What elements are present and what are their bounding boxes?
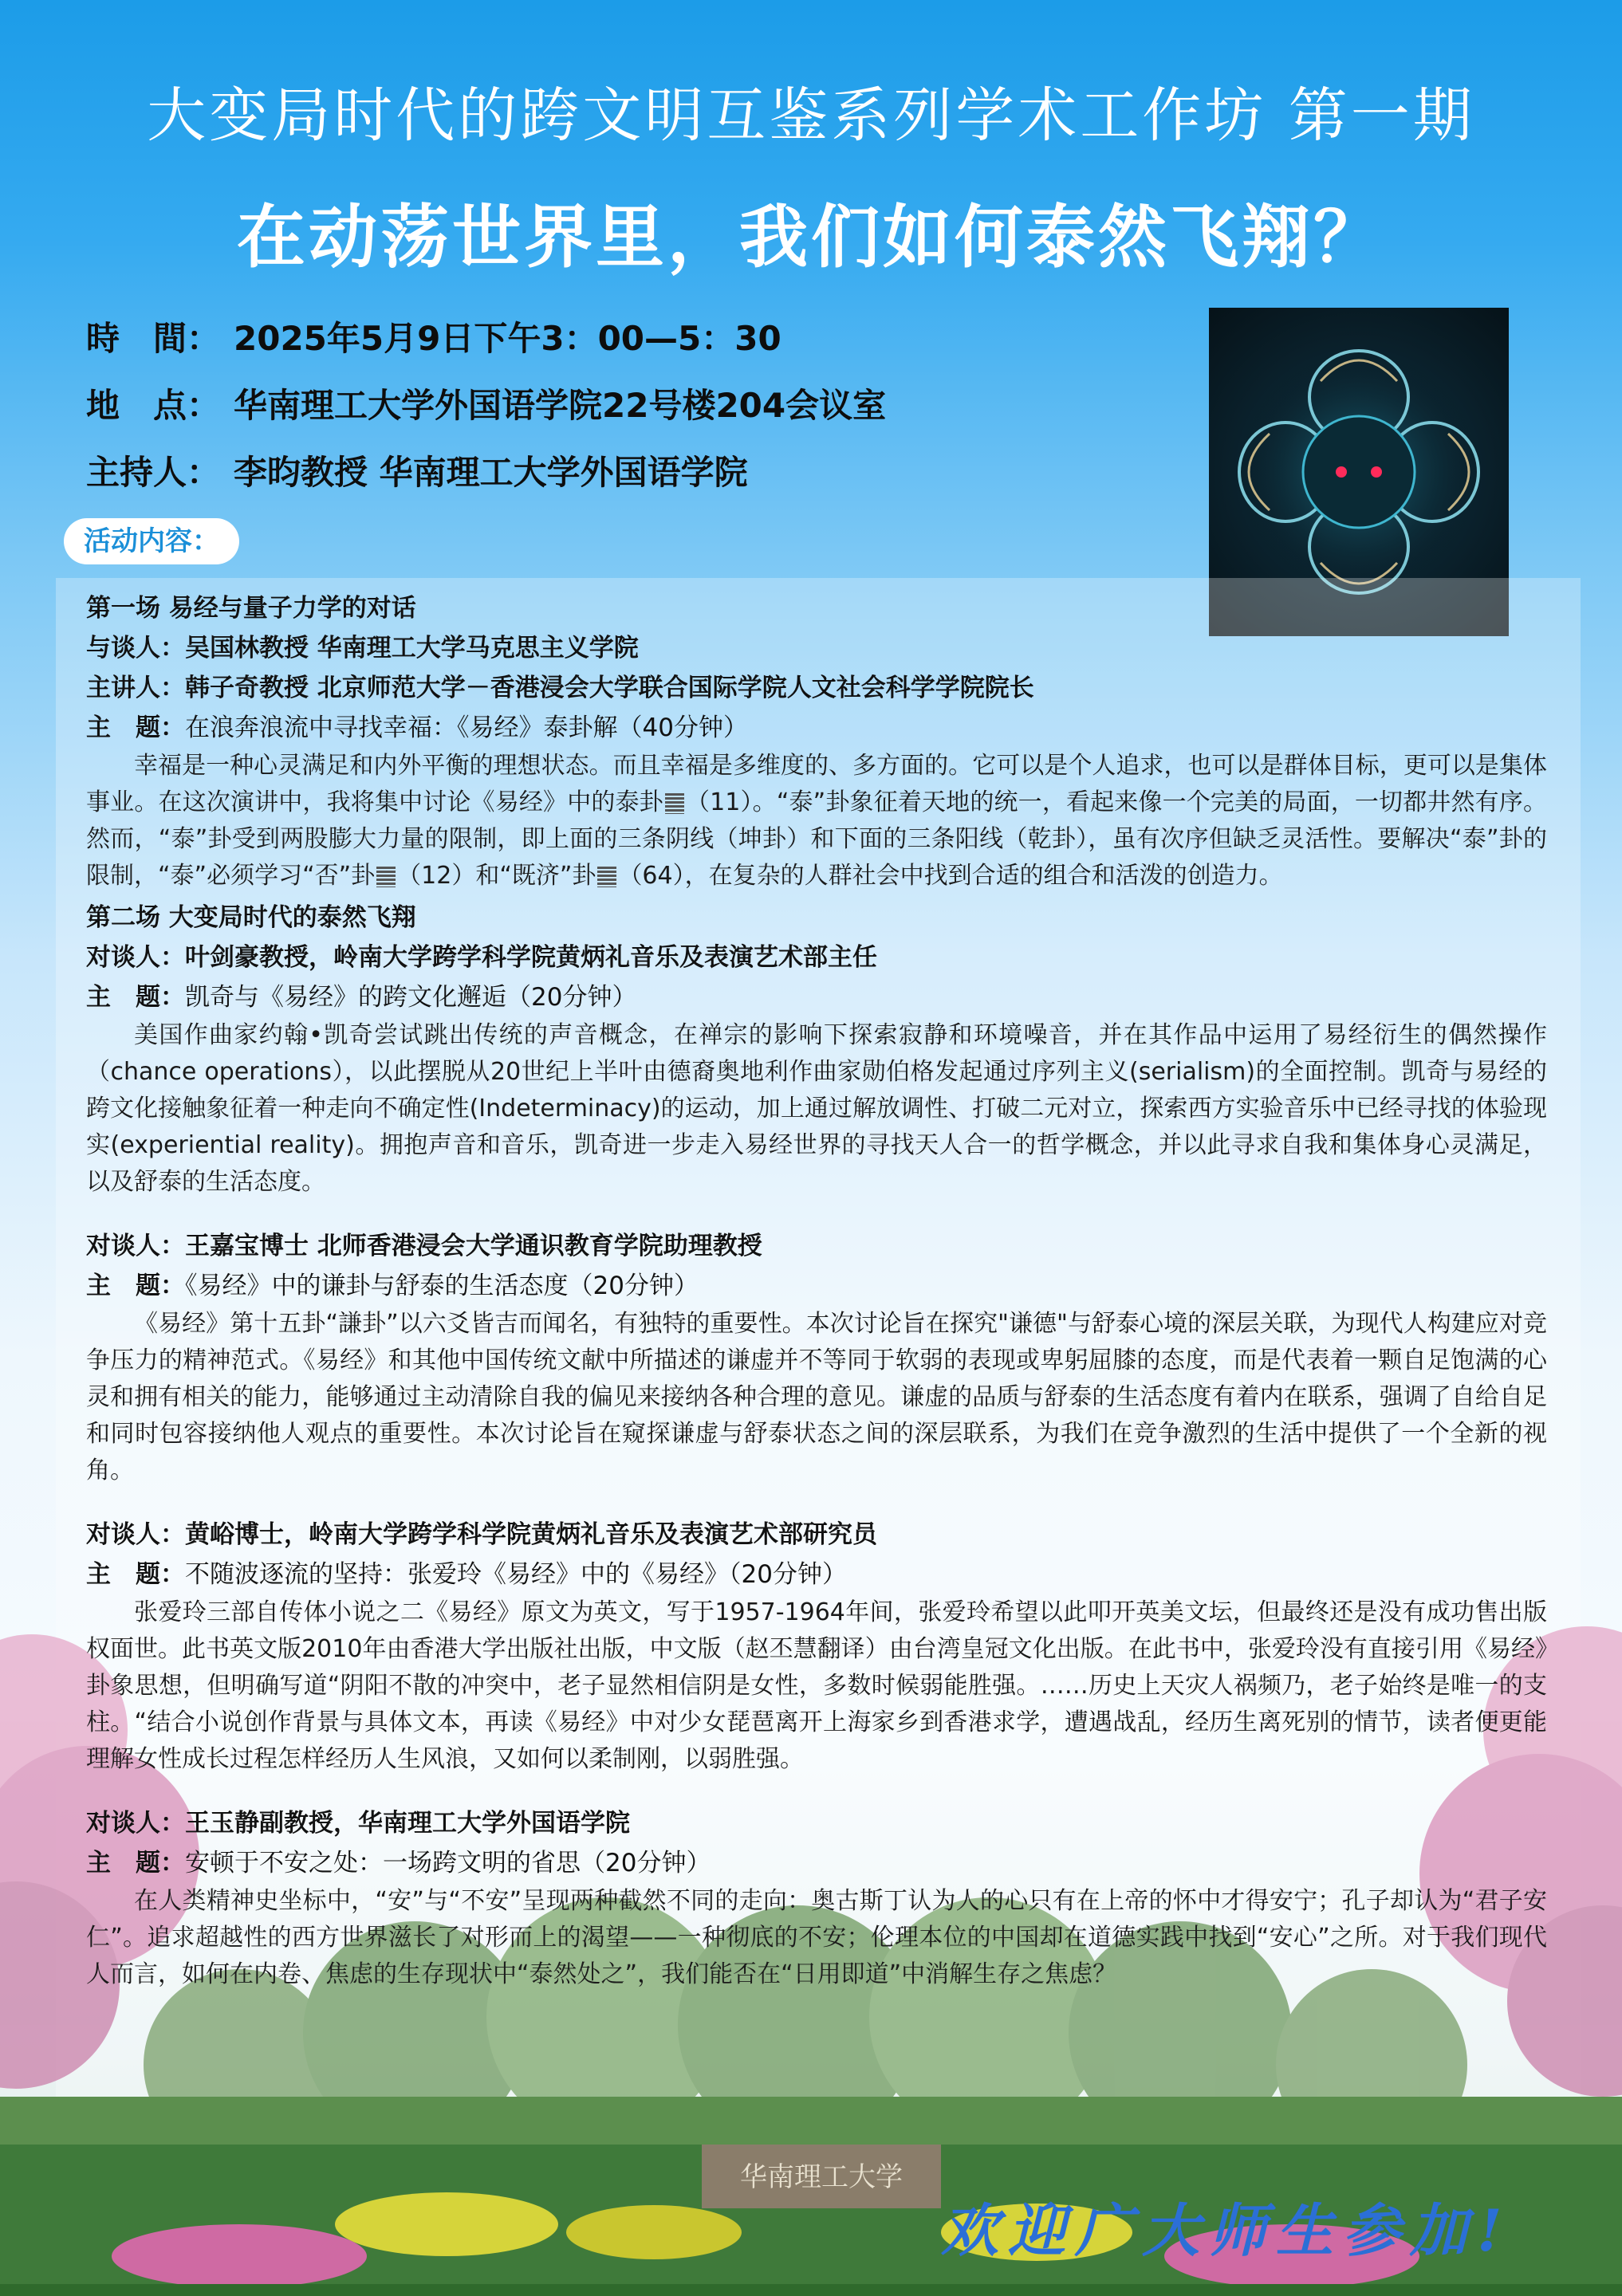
session2d-abstract: 在人类精神史坐标中，“安”与“不安”呈现两种截然不同的走向：奥古斯丁认为人的心只有在上帝的怀中才得安宁；孔子却认为“君子安仁”。追求超越性的西方世界滋长了对形而上的渴望——一种彻底的不安；伦理本位的中国却在道德实践中找到“安心”之所。对于我们现代人而言，如何在内卷、焦虑的生存现状中“泰然处之”，我们能否在“日用即道”中消解生存之焦虑？ — [86, 1887, 1547, 1988]
session2b-abstract: 《易经》第十五卦“謙卦”以六爻皆吉而闻名，有独特的重要性。本次讨论旨在探究"谦德"与舒泰心境的深层关联，为现代人构建应对竞争压力的精神范式。《易经》和其他中国传统文献中所描述的谦虚并不等同于软弱的表现或卑躬屈膝的态度，而是代表着一颗自足饱满的心灵和拥有相关的能力，能够通过主动清除自我的偏见来接纳各种合理的意见。谦虚的品质与舒泰的生活态度有着内在联系，强调了自给自足和同时包容接纳他人观点的重要性。本次讨论旨在窥探谦虚与舒泰状态之间的深层联系，为我们在竞争激烈的生活中提供了一个全新的视角。 — [86, 1310, 1547, 1484]
topic-label: 主 题： — [86, 714, 185, 742]
campus-sign: 华南理工大学 — [740, 2161, 903, 2193]
abstract-text: （11）。“泰”卦象征着天地的统一，看起来像一个完美的局面，一切都井然有序。然而，“泰”卦受到两股膨大力量的限制，即上面的三条阴线（坤卦）和下面的三条阳线（乾卦），虽有次序但缺乏灵活性。要解决“泰”卦的限制，“泰”必须学习“否”卦 — [86, 788, 1548, 890]
session2a-topic — [86, 977, 1547, 1017]
topic-text: 在浪奔浪流中寻找幸福：《易经》泰卦解（40分钟） — [185, 714, 748, 742]
time-value: 2025年5月9日下午3：00—5：30 — [234, 319, 781, 358]
abstract-text: （64），在复杂的人群社会中找到合适的组合和活泼的创造力。 — [618, 862, 1283, 890]
hexagram-icon — [376, 867, 396, 887]
session1-discussant: 与谈人：吴国林教授 华南理工大学马克思主义学院 — [86, 634, 639, 662]
topic-text: 安顿于不安之处：一场跨文明的省思（20分钟） — [185, 1849, 711, 1877]
session2c-abstract: 张爱玲三部自传体小说之二《易经》原文为英文，写于1957-1964年间，张爱玲希望以此叩开英美文坛，但最终还是没有成功售出版权面世。此书英文版2010年由香港大学出版社出版，中文版（赵丕慧翻译）由台湾皇冠文化出版。在此书中，张爱玲没有直接引用《易经》卦象思想，但明确写道“阴阳不散的冲突中，老子显然相信阴是女性，多数时候弱能胜强。……历史上天灾人祸频乃，老子始终是唯一的支柱。“结合小说创作背景与具体文本，再读《易经》中对少女琵琶离开上海家乡到香港求学，遭遇战乱，经历生离死别的情节，读者便更能理解女性成长过程怎样经历人生风浪，又如何以柔制刚，以弱胜强。 — [86, 1598, 1547, 1773]
session2c-topic — [86, 1555, 1547, 1594]
topic-label: 主 题： — [86, 983, 185, 1012]
session2-title: 第二场 大变局时代的泰然飞翔 — [86, 903, 416, 932]
location-value: 华南理工大学外国语学院22号楼204会议室 — [234, 386, 887, 425]
hexagram-icon — [597, 867, 616, 887]
session2d-topic — [86, 1843, 1547, 1883]
host-value: 李昀教授 华南理工大学外国语学院 — [234, 453, 748, 492]
location-label: 地 点： — [86, 386, 221, 425]
host-label: 主持人： — [86, 453, 221, 492]
topic-label: 主 题： — [86, 1849, 185, 1877]
page-title: 在动荡世界里，我们如何泰然飞翔？ — [237, 198, 1385, 277]
hexagram-icon — [665, 793, 684, 814]
session2a-discussant: 对谈人：叶剑豪教授，岭南大学跨学科学院黄炳礼音乐及表演艺术部主任 — [86, 943, 877, 972]
session2c-discussant: 对谈人：黄峪博士，岭南大学跨学科学院黄炳礼音乐及表演艺术部研究员 — [86, 1520, 877, 1549]
session1-abstract — [86, 748, 1547, 894]
activity-content — [86, 588, 1547, 1996]
session1-topic — [86, 708, 1547, 748]
session2b-discussant: 对谈人：王嘉宝博士 北师香港浸会大学通识教育学院助理教授 — [86, 1232, 762, 1260]
session2a-abstract: 美国作曲家约翰•凯奇尝试跳出传统的声音概念，在禅宗的影响下探索寂静和环境噪音，并在其作品中运用了易经衍生的偶然操作（chance operations），以此摆脱从20世纪上半叶由德裔奥地利作曲家勋伯格发起通过序列主义(serialism)的全面控制。凯奇与易经的跨文化接触象征着一种走向不确定性(Indeterminacy)的运动，加上通过解放调性、打破二元对立，探索西方实验音乐中已经寻找的体验现实(experiential reality)。拥抱声音和音乐，凯奇进一步走入易经世界的寻找天人合一的哲学概念，并以此寻求自我和集体身心灵满足，以及舒泰的生活态度。 — [86, 1021, 1547, 1196]
abstract-text: （12）和“既济”卦 — [397, 862, 596, 890]
session1-title: 第一场 易经与量子力学的对话 — [86, 594, 416, 623]
topic-text: 《易经》中的谦卦与舒泰的生活态度（20分钟） — [185, 1272, 699, 1300]
topic-label: 主 题： — [86, 1272, 185, 1300]
time-label: 時 間： — [86, 319, 221, 358]
topic-label: 主 题： — [86, 1560, 185, 1589]
location-line — [86, 379, 886, 427]
series-title: 大变局时代的跨文明互鉴系列学术工作坊 第一期 — [147, 81, 1475, 150]
time-line — [86, 313, 781, 360]
activity-label-badge: 活动内容： — [64, 518, 239, 564]
host-line — [86, 446, 748, 494]
session1-speaker: 主讲人：韩子奇教授 北京师范大学－香港浸会大学联合国际学院人文社会科学学院院长 — [86, 674, 1034, 702]
topic-text: 凯奇与《易经》的跨文化邂逅（20分钟） — [185, 983, 637, 1012]
session2b-topic — [86, 1266, 1547, 1306]
abstract-text: 幸福是一种心灵满足和内外平衡的理想状态。而且幸福是多维度的、多方面的。它可以是个人追求，也可以是群体目标，更可以是集体事业。在这次演讲中，我将集中讨论《易经》中的泰卦 — [86, 752, 1547, 816]
session2d-discussant: 对谈人：王玉静副教授，华南理工大学外国语学院 — [86, 1809, 630, 1838]
topic-text: 不随波逐流的坚持：张爱玲《易经》中的《易经》（20分钟） — [185, 1560, 847, 1589]
welcome-slogan: 欢迎广大师生参加! — [941, 2196, 1512, 2264]
